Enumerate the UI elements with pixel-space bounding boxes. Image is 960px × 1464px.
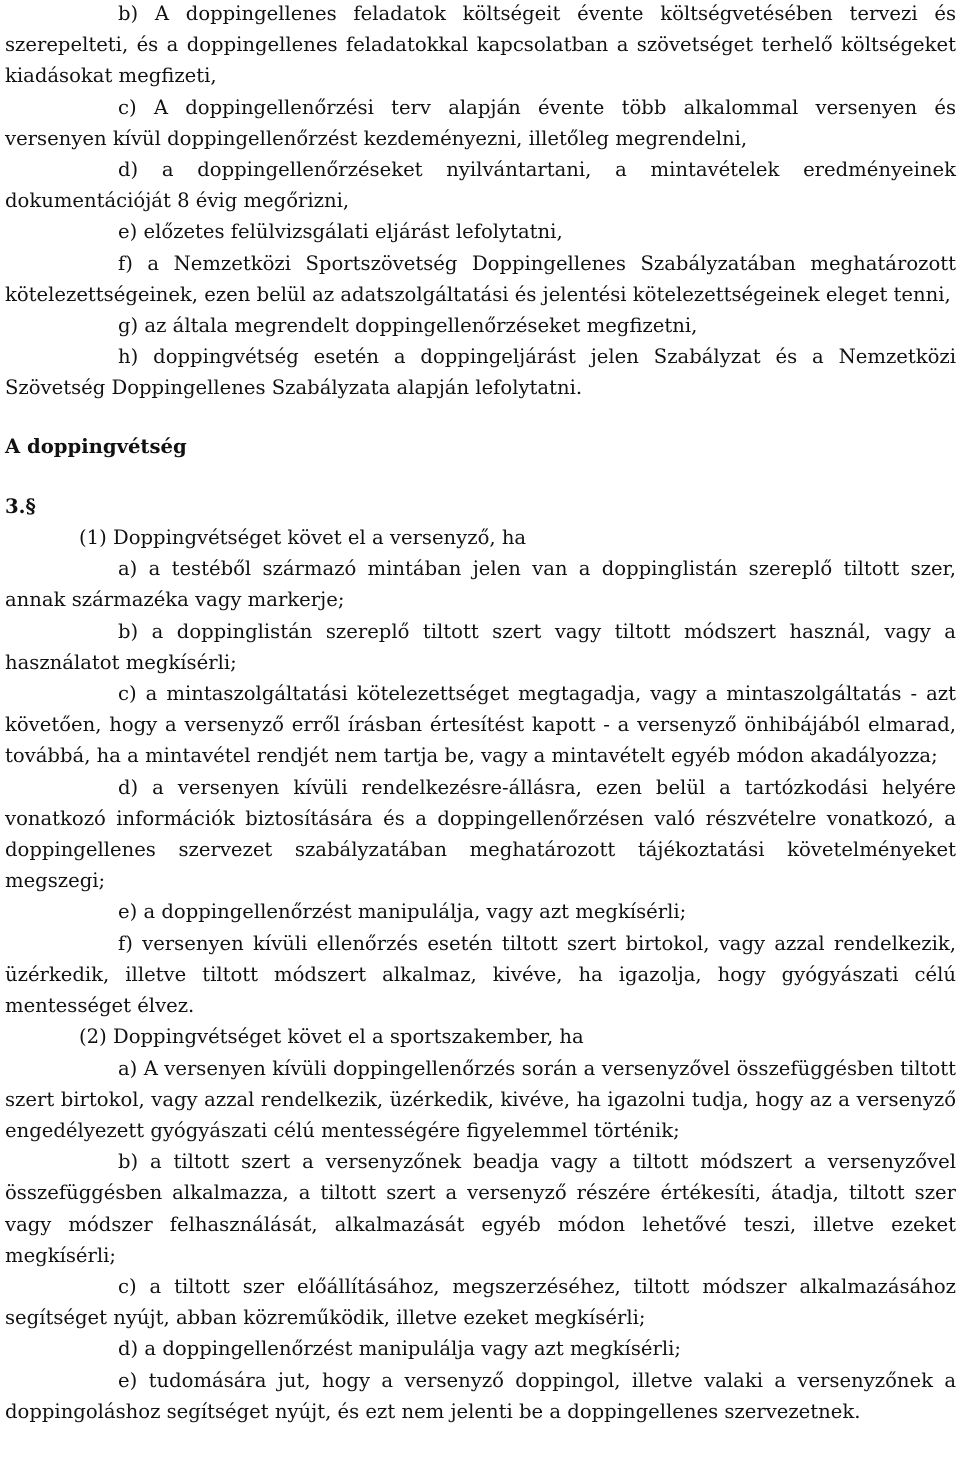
section-number: 3.§ xyxy=(5,494,36,518)
para1-item-d: d) a versenyen kívüli rendelkezésre-állásra, ezen belül a tartózkodási helyére vonatkozó információk biztosítására és a doppingellenőrzésen való részvételre vonatkozó, a doppingellenes szervezet szabályzatában meghatározott tájékoztatási követelményeket megszegi; xyxy=(5,775,956,893)
section-heading: A doppingvétség xyxy=(5,434,187,458)
list-item-g: g) az általa megrendelt doppingellenőrzéseket megfizetni, xyxy=(118,314,698,338)
list-item-d: d) a doppingellenőrzéseket nyilvántartani, a mintavételek eredményeinek dokumentációját 8 évig megőrizni, xyxy=(5,158,956,213)
para1-item-f: f) versenyen kívüli ellenőrzés esetén tiltott szert birtokol, vagy azzal rendelkezik, üzérkedik, illetve tiltott módszert alkalmaz, kivéve, ha igazolja, hogy gyógyászati célú mentességet élvez. xyxy=(5,931,956,1018)
document-page xyxy=(5,0,956,1427)
para1-item-a: a) a testéből származó mintában jelen van a doppinglistán szereplő tiltott szer, annak származéka vagy markerje; xyxy=(5,557,956,612)
para2-item-a: a) A versenyen kívüli doppingellenőrzés során a versenyzővel összefüggésben tiltott szert birtokol, vagy azzal rendelkezik, üzérkedik, kivéve, ha igazolni tudja, hogy az a versenyző engedélyezett gyógyászati célú mentességére figyelemmel történik; xyxy=(5,1056,956,1142)
list-item-h: h) doppingvétség esetén a doppingeljárást jelen Szabályzat és a Nemzetközi Szövetség Doppingellenes Szabályzata alapján lefolytatni. xyxy=(5,345,956,400)
para1-item-b: b) a doppinglistán szereplő tiltott szert vagy tiltott módszert használ, vagy a használatot megkísérli; xyxy=(5,619,956,674)
para2-item-c: c) a tiltott szer előállításához, megszerzéséhez, tiltott módszer alkalmazásához segítséget nyújt, abban közreműködik, illetve ezeket megkísérli; xyxy=(5,1274,956,1330)
para1-item-e: e) a doppingellenőrzést manipulálja, vagy azt megkísérli; xyxy=(118,900,687,924)
list-item-b: b) A doppingellenes feladatok költségeit évente költségvetésében tervezi és szerepelteti, és a doppingellenes feladatokkal kapcsolatban a szövetséget terhelő költségeket kiadásokat megfizeti, xyxy=(5,2,956,88)
paragraph-2-intro: (2) Doppingvétséget követ el a sportszakember, ha xyxy=(79,1025,584,1049)
list-item-e: e) előzetes felülvizsgálati eljárást lefolytatni, xyxy=(118,220,563,244)
para2-item-d: d) a doppingellenőrzést manipulálja vagy azt megkísérli; xyxy=(118,1337,681,1361)
para2-item-b: b) a tiltott szert a versenyzőnek beadja vagy a tiltott módszert a versenyzővel összefüggésben alkalmazza, a tiltott szert a versenyző részére értékesíti, átadja, tiltott szer vagy módszer felhasználását, alkalmazását egyéb módon lehetővé teszi, illetve ezeket megkísérli; xyxy=(5,1150,956,1267)
para2-item-e: e) tudomására jut, hogy a versenyző doppingol, illetve valaki a versenyzőnek a doppingoláshoz segítséget nyújt, és ezt nem jelenti be a doppingellenes szervezetnek. xyxy=(5,1368,956,1423)
list-item-c: c) A doppingellenőrzési terv alapján évente több alkalommal versenyen és versenyen kívül doppingellenőrzést kezdeményezni, illetőleg megrendelni, xyxy=(5,95,956,150)
list-item-f: f) a Nemzetközi Sportszövetség Doppingellenes Szabályzatában meghatározott kötelezettségeinek, ezen belül az adatszolgáltatási és jelentési kötelezettségeinek eleget tenni, xyxy=(5,251,956,306)
para1-item-c: c) a mintaszolgáltatási kötelezettséget megtagadja, vagy a mintaszolgáltatás - azt követően, hogy a versenyző erről írásban értesítést kapott - a versenyző önhibájából elmarad, továbbá, ha a mintavétel rendjét nem tartja be, vagy a mintavételt egyéb módon akadályozza; xyxy=(5,682,956,768)
paragraph-1-intro: (1) Doppingvétséget követ el a versenyző, ha xyxy=(79,526,527,550)
